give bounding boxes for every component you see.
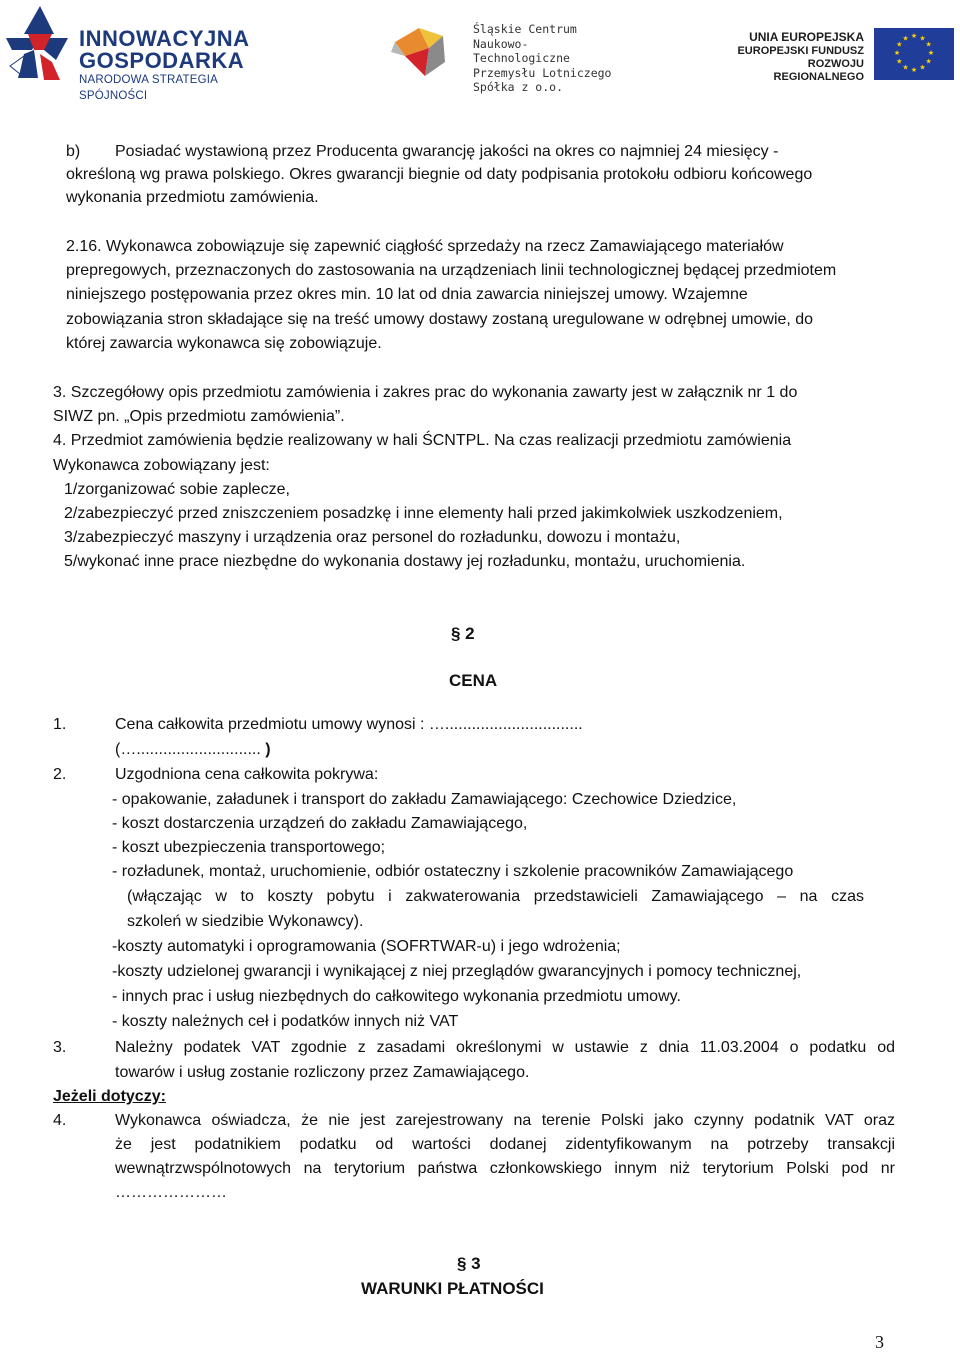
par3-title: WARUNKI PŁATNOŚCI: [361, 1279, 544, 1298]
svg-text:★: ★: [902, 63, 909, 72]
sec-4-item-4: 5/wykonać inne prace niezbędne do wykonania dostawy jej rozładunku, montażu, uruchomienia.: [64, 553, 746, 570]
sc-line-2: Naukowo-Technologiczne: [473, 36, 570, 65]
sec-216-line-4: zobowiązania stron składające się na treść umowy dostawy zostaną uregulowane w odrębnej umowie, do: [66, 311, 814, 328]
sec-3-line-2: SIWZ pn. „Opis przedmiotu zamówienia”.: [53, 408, 345, 425]
svg-text:★: ★: [896, 57, 903, 66]
par2-p2-num: 2.: [53, 766, 67, 783]
sec-4-item-2: 2/zabezpieczyć przed zniszczeniem posadzkę i inne elementy hali przed jakimkolwiek uszkodzeniem,: [64, 505, 783, 522]
par2-item-5: (włączając w to koszty pobytu i zakwaterowania przedstawicieli Zamawiającego – na czas: [127, 888, 864, 905]
eu-line-1: UNIA EUROPEJSKA: [749, 30, 864, 44]
par2-item-1: - opakowanie, załadunek i transport do zakładu Zamawiającego: Czechowice Dziedzice,: [112, 791, 737, 808]
par2-item-4: - rozładunek, montaż, uruchomienie, odbiór ostateczny i szkolenie pracowników Zamawiającego: [112, 863, 794, 880]
sec-4-item-3: 3/zabezpieczyć maszyny i urządzenia oraz personel do rozładunku, dowozu i montażu,: [64, 529, 681, 546]
sec-4-line-2: Wykonawca zobowiązany jest:: [53, 457, 270, 474]
par2-p1-text-2: [115, 739, 271, 761]
par2-p4-line-4: …………………: [115, 1184, 227, 1201]
par2-p3-line-1: Należny podatek VAT zgodnie z zasadami określonymi w ustawie z dnia 11.03.2004 o podatku od: [115, 1039, 895, 1056]
page-number: 3: [875, 1332, 884, 1352]
par3-heading: § 3: [457, 1254, 481, 1273]
sec-4-item-1: 1/zorganizować sobie zaplecze,: [64, 481, 290, 498]
sec-4-line-1: 4. Przedmiot zamówienia będzie realizowany w hali ŚCNTPL. Na czas realizacji przedmiotu zamówienia: [53, 432, 792, 449]
svg-text:★: ★: [896, 40, 903, 49]
par2-item-2: - koszt dostarczenia urządzeń do zakładu Zamawiającego,: [112, 815, 528, 832]
par2-p4-line-2: że jest podatnikiem podatku od wartości dodanej zidentyfikowanym na potrzeby transakcji: [115, 1136, 895, 1153]
sc-line-1: Śląskie Centrum: [473, 22, 577, 36]
svg-text:★: ★: [925, 40, 932, 49]
sec-b-line-3: wykonania przedmiotu zamówienia.: [66, 189, 319, 206]
sec-b-label: b): [66, 143, 81, 160]
svg-text:★: ★: [893, 49, 901, 57]
svg-text:★: ★: [919, 34, 926, 43]
sec-216-line-3: niniejszego postępowania przez okres min. 10 lat od dnia zawarcia niniejszej umowy. Wzajemne: [66, 286, 748, 303]
sec-b-line-2: określoną wg prawa polskiego. Okres gwarancji biegnie od daty podpisania protokołu odbioru końcowego: [66, 166, 813, 183]
sec-216-line-2: prepregowych, przeznaczonych do zastosowania na urządzeniach linii technologicznej będącej przedmiotem: [66, 262, 837, 279]
ig-line-2: GOSPODARKA: [79, 48, 245, 73]
svg-text:★: ★: [910, 32, 918, 40]
sc-line-4: Spółka z o.o.: [473, 80, 564, 94]
par2-conditional-label: Jeżeli dotyczy:: [53, 1088, 166, 1105]
eu-line-2: EUROPEJSKI FUNDUSZ: [737, 45, 864, 57]
par2-p4-line-1: Wykonawca oświadcza, że nie jest zarejestrowany na terenie Polski jako czynny podatnik VAT oraz: [115, 1112, 895, 1129]
ig-line-1: INNOWACYJNA: [79, 26, 250, 51]
sc-line-3: Przemysłu Lotniczego: [473, 65, 612, 80]
sec-216-line-1: 2.16. Wykonawca zobowiązuje się zapewnić ciągłość sprzedaży na rzecz Zamawiającego materiałów: [66, 238, 784, 255]
ig-line-3: NARODOWA STRATEGIA SPÓJNOŚCI: [79, 74, 218, 102]
par2-item-10: - koszty należnych ceł i podatków innych niż VAT: [112, 1013, 459, 1030]
eu-line-3: ROZWOJU REGIONALNEGO: [773, 58, 864, 83]
par2-heading: § 2: [451, 624, 475, 643]
par2-item-3: - koszt ubezpieczenia transportowego;: [112, 839, 386, 856]
sec-3-line-1: 3. Szczegółowy opis przedmiotu zamówienia i zakres prac do wykonania zawarty jest w załącznik nr 1 do: [53, 384, 798, 401]
par2-p1-paren: ): [265, 741, 271, 758]
svg-text:★: ★: [910, 66, 918, 74]
par2-item-8: -koszty udzielonej gwarancji i wynikającej z niej przeglądów gwarancyjnych i pomocy technicznej,: [112, 963, 802, 980]
sec-216-line-5: której zawarcia wykonawca się zobowiązuje.: [66, 335, 382, 352]
par2-p4-num: 4.: [53, 1112, 67, 1129]
par2-title: CENA: [449, 671, 498, 690]
par2-p3-num: 3.: [53, 1039, 67, 1056]
svg-text:★: ★: [927, 49, 935, 57]
sec-b-line-1: Posiadać wystawioną przez Producenta gwarancję jakości na okres co najmniej 24 miesięcy -: [115, 143, 779, 160]
svg-text:★: ★: [925, 57, 932, 66]
par2-item-6: szkoleń w siedzibie Wykonawcy).: [127, 913, 364, 930]
svg-text:★: ★: [902, 34, 909, 43]
par2-p2-text: Uzgodniona cena całkowita pokrywa:: [115, 766, 379, 783]
par2-p1-amount-words: (…............................: [115, 741, 261, 758]
par2-p1-num: 1.: [53, 716, 67, 733]
par2-item-9: - innych prac i usług niezbędnych do całkowitego wykonania przedmiotu umowy.: [112, 988, 681, 1005]
par2-item-7: -koszty automatyki i oprogramowania (SOFRTWAR-u) i jego wdrożenia;: [112, 938, 621, 955]
svg-text:★: ★: [919, 63, 926, 72]
par2-p4-line-3: wewnątrzwspólnotowych na terytorium państwa członkowskiego innym niż terytorium Polski pod nr: [115, 1160, 895, 1177]
par2-p3-line-2: towarów i usług zostanie rozliczony przez Zamawiającego.: [115, 1064, 530, 1081]
par2-p1-text: Cena całkowita przedmiotu umowy wynosi : …...............................: [115, 716, 583, 733]
